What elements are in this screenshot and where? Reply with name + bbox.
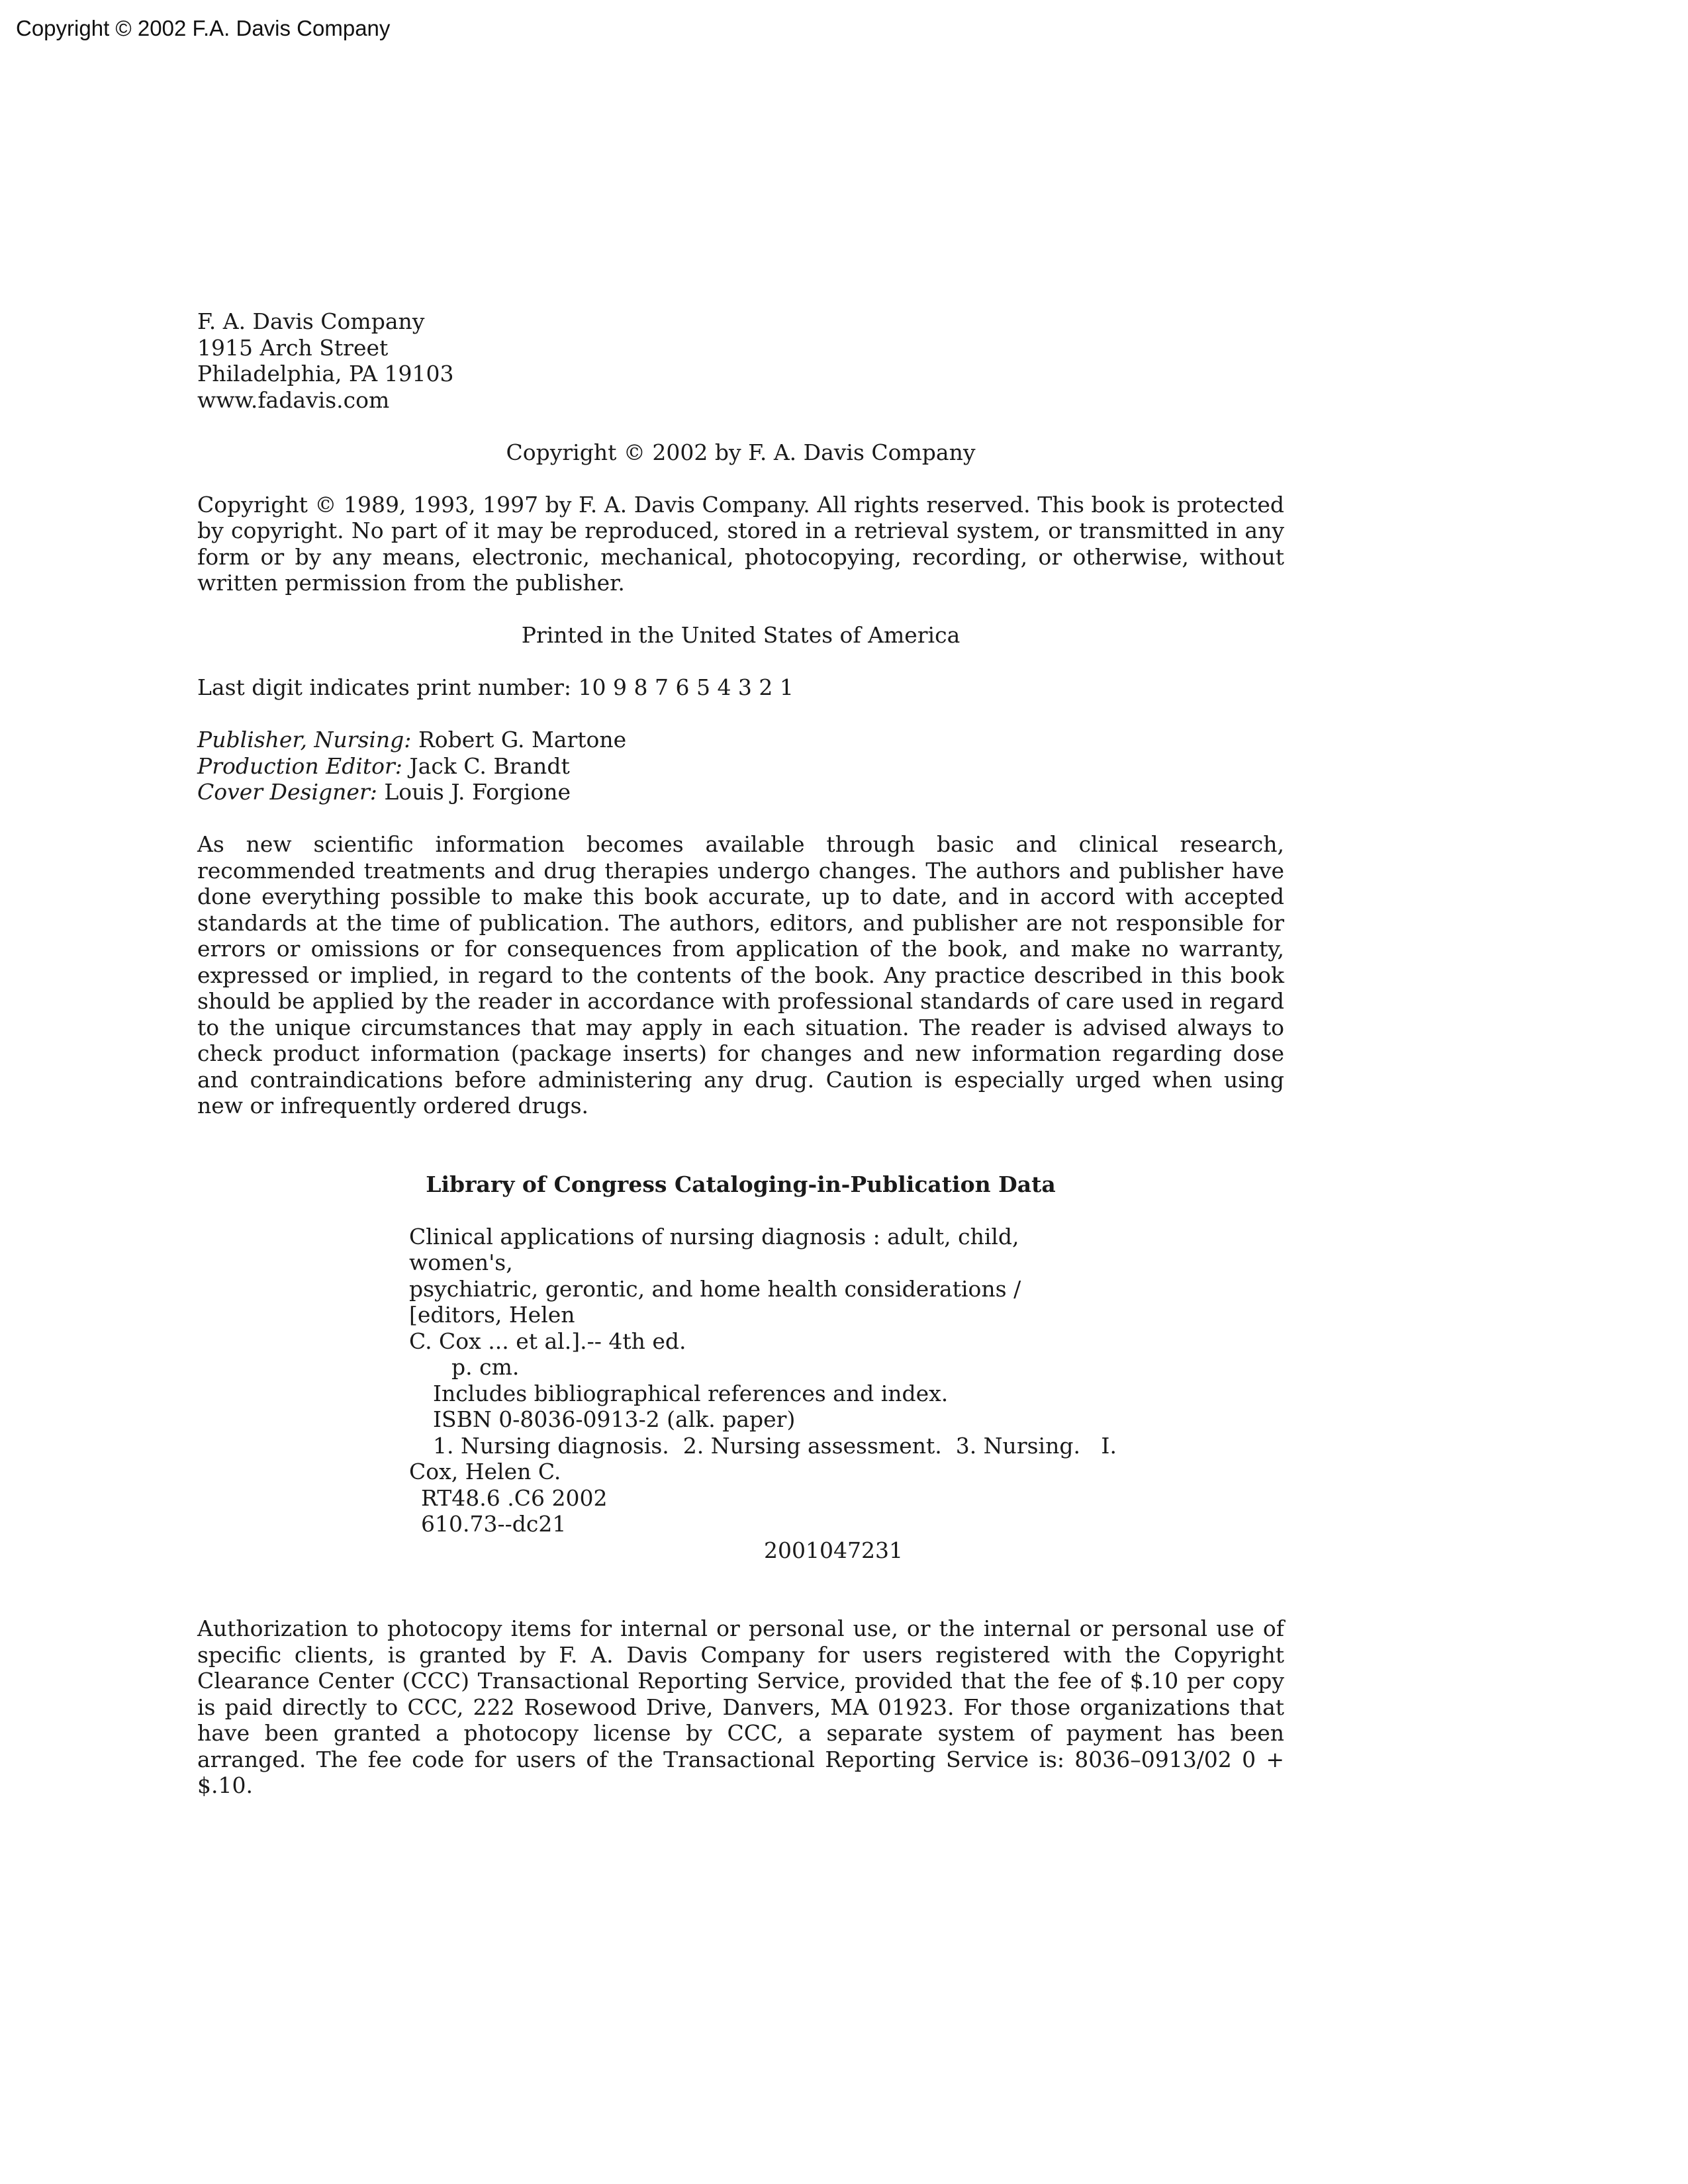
address-street: 1915 Arch Street (197, 334, 389, 361)
publisher-address (197, 308, 1284, 413)
cip-lccn: 2001047231 (764, 1537, 903, 1563)
cip-dewey: 610.73--dc21 (421, 1511, 567, 1537)
credit-name: Robert G. Martone (418, 727, 627, 752)
cip-subjects-cont: Cox, Helen C. (409, 1459, 561, 1484)
credit-publisher (197, 727, 1284, 753)
cip-includes: Includes bibliographical references and index. (433, 1380, 949, 1406)
watermark-copyright: Copyright © 2002 F.A. Davis Company (16, 16, 391, 40)
cip-call-number: RT48.6 .C6 2002 (421, 1484, 608, 1511)
printed-in: Printed in the United States of America (521, 622, 961, 648)
authorization-notice: Authorization to photocopy items for internal or personal use, or the internal or personal use of specific clients, is granted by F. A. Davis Company for users registered with the Copyright Clearance Center (CCC) Transactional Reporting Service, provided that the fee of $.10 per copy is paid directly to CCC, 222 Rosewood Drive, Danvers, MA 01923. For those organizations that have been granted a photocopy license by CCC, a separate system of payment has been arranged. The fee code for users of the Transactional Reporting Service is: 8036–0913/02 0 + $.10. (197, 1615, 1284, 1798)
address-company: F. A. Davis Company (197, 308, 425, 334)
cip-pcm: p. cm. (451, 1354, 520, 1380)
credit-role: Publisher, Nursing: (197, 727, 412, 752)
credit-role: Production Editor: (197, 752, 402, 779)
credit-name: Jack C. Brandt (409, 752, 570, 779)
address-city: Philadelphia, PA 19103 (197, 361, 454, 387)
credit-production-editor (197, 753, 1284, 780)
disclaimer: As new scientific information becomes available through basic and clinical research, recommended treatments and drug therapies undergo changes. The authors and publisher have done everything possible to make this book accurate, up to date, and in accord with accepted standards at the time of publication. The authors, editors, and publisher are not responsible for errors or omissions or for consequences from application of the book, and make no warranty, expressed or implied, in regard to the contents of the book. Any practice described in this book should be applied by the reader in accordance with professional standards of care used in regard to the unique circumstances that may apply in each situation. The reader is advised always to check product information (package inserts) for changes and new information regarding dose and contraindications before administering any drug. Caution is especially urged when using new or infrequently ordered drugs. (197, 831, 1284, 1118)
credit-name: Louis J. Forgione (384, 779, 571, 805)
credits (197, 727, 1284, 805)
cip-heading: Library of Congress Cataloging-in-Publication Data (426, 1171, 1056, 1197)
credit-cover-designer (197, 779, 1284, 805)
cip-title-line: psychiatric, gerontic, and home health considerations / [editors, Helen (409, 1275, 1021, 1328)
cip-subjects: 1. Nursing diagnosis. 2. Nursing assessment. 3. Nursing. I. (433, 1432, 1117, 1459)
cip-isbn: ISBN 0-8036-0913-2 (alk. paper) (433, 1406, 796, 1432)
credit-role: Cover Designer: (197, 779, 377, 805)
address-website: www.fadavis.com (197, 387, 390, 413)
copyright-main: Copyright © 2002 by F. A. Davis Company (506, 439, 976, 465)
print-number: Last digit indicates print number: 10 9 8 7 6 5 4 3 2 1 (197, 674, 794, 700)
copyright-page (197, 308, 1284, 1799)
copyright-previous: Copyright © 1989, 1993, 1997 by F. A. Davis Company. All rights reserved. This book is protected by copyright. No part of it may be reproduced, stored in a retrieval system, or transmitted in any form or by any means, electronic, mechanical, photocopying, recording, or otherwise, without written permission from the publisher. (197, 491, 1284, 596)
cip-title-line: C. Cox ... et al.].-- 4th ed. (409, 1328, 686, 1354)
cip-title-line: Clinical applications of nursing diagnosis : adult, child, women's, (409, 1223, 1019, 1275)
cip-record (409, 1223, 1117, 1564)
